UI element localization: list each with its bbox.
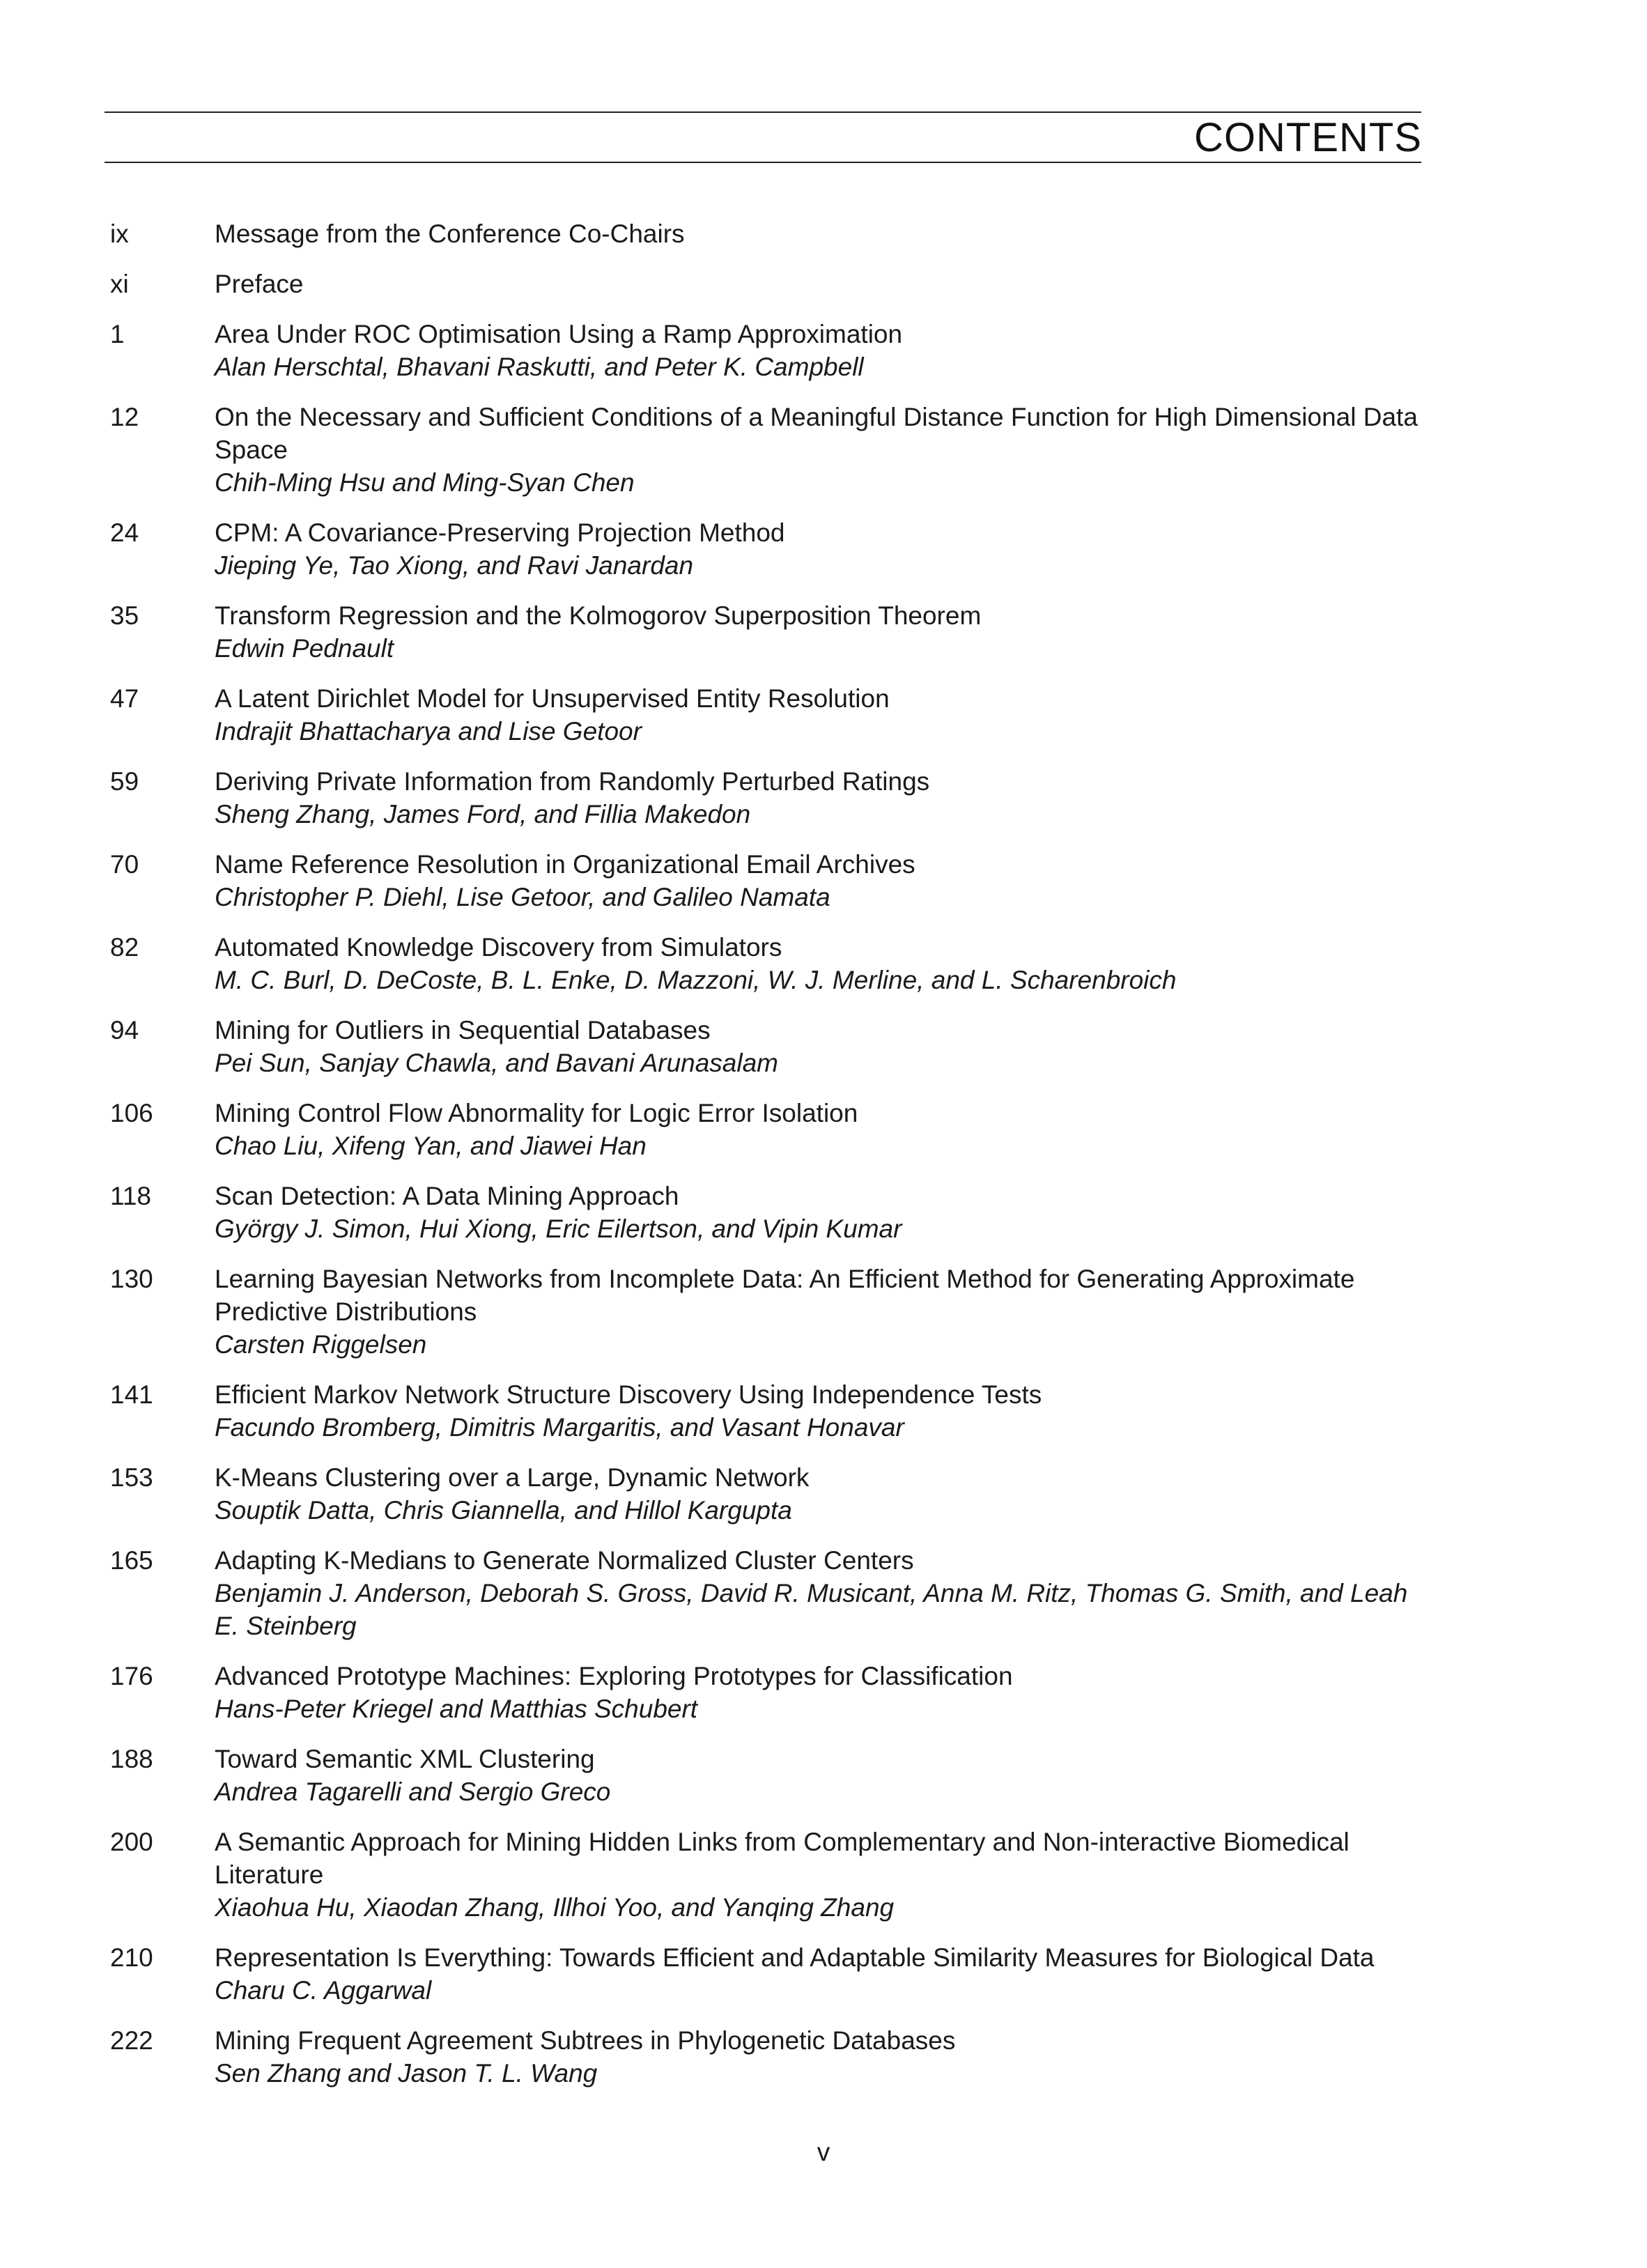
toc-page-number: 210 <box>110 1943 153 1972</box>
toc-entry <box>0 217 1647 250</box>
toc-entry-body <box>215 1097 1427 1162</box>
toc-page-number: 141 <box>110 1380 153 1409</box>
toc-page-number: 82 <box>110 933 139 962</box>
toc-title: Representation Is Everything: Towards Efficient and Adaptable Similarity Measures for Biological Data <box>215 1943 1375 1972</box>
toc-entry <box>0 401 1647 499</box>
toc-authors: Edwin Pednault <box>215 634 394 663</box>
toc-title: Mining Control Flow Abnormality for Logic Error Isolation <box>215 1099 858 1127</box>
toc-page-number: 12 <box>110 403 139 431</box>
toc-authors: M. C. Burl, D. DeCoste, B. L. Enke, D. Mazzoni, W. J. Merline, and L. Scharenbroich <box>215 966 1177 994</box>
toc-entry-body <box>215 1461 1427 1527</box>
toc-title: Adapting K-Medians to Generate Normalized Cluster Centers <box>215 1546 914 1575</box>
toc-authors: Charu C. Aggarwal <box>215 1976 432 2005</box>
toc-entry-body <box>215 599 1427 665</box>
toc-entry <box>0 1461 1647 1527</box>
toc-title: K-Means Clustering over a Large, Dynamic Network <box>215 1463 810 1492</box>
toc-entry <box>0 1378 1647 1444</box>
toc-entry-body <box>215 318 1427 383</box>
toc-authors: Facundo Bromberg, Dimitris Margaritis, and Vasant Honavar <box>215 1413 904 1442</box>
toc-entry <box>0 1263 1647 1361</box>
toc-entry-body <box>215 1660 1427 1725</box>
toc-authors: Benjamin J. Anderson, Deborah S. Gross, David R. Musicant, Anna M. Ritz, Thomas G. Smith, and Leah E. Steinberg <box>215 1579 1408 1640</box>
toc-entry <box>0 318 1647 383</box>
toc-page-number: 47 <box>110 684 139 713</box>
toc-entry-body <box>215 1014 1427 1079</box>
toc-title: Automated Knowledge Discovery from Simulators <box>215 933 782 962</box>
toc-entry-body <box>215 1263 1427 1361</box>
toc-title: Advanced Prototype Machines: Exploring Prototypes for Classification <box>215 1662 1013 1690</box>
toc-authors: Jieping Ye, Tao Xiong, and Ravi Janardan <box>215 551 694 580</box>
toc-authors: Pei Sun, Sanjay Chawla, and Bavani Arunasalam <box>215 1049 778 1077</box>
toc-title: Name Reference Resolution in Organizational Email Archives <box>215 850 915 879</box>
toc-entry-body <box>215 401 1427 499</box>
toc-entry <box>0 1097 1647 1162</box>
toc-title: Toward Semantic XML Clustering <box>215 1745 595 1773</box>
toc-entry-body <box>215 2024 1427 2090</box>
toc-entry <box>0 1014 1647 1079</box>
header-rule-bottom <box>105 162 1421 163</box>
page-title: CONTENTS <box>1194 115 1422 160</box>
toc-title: Efficient Markov Network Structure Discovery Using Independence Tests <box>215 1380 1042 1409</box>
toc-page-number: 35 <box>110 601 139 630</box>
toc-page-number: ix <box>110 219 129 248</box>
table-of-contents <box>0 217 1647 2107</box>
toc-title: Scan Detection: A Data Mining Approach <box>215 1182 679 1210</box>
toc-authors: Hans-Peter Kriegel and Matthias Schubert <box>215 1695 698 1723</box>
toc-title: CPM: A Covariance-Preserving Projection Method <box>215 518 785 547</box>
toc-entry-body <box>215 268 1427 300</box>
toc-entry <box>0 1743 1647 1808</box>
toc-page-number: 176 <box>110 1662 153 1690</box>
toc-page-number: 118 <box>110 1182 151 1210</box>
toc-page-number: 153 <box>110 1463 153 1492</box>
toc-entry-body <box>215 1544 1427 1642</box>
toc-entry <box>0 1544 1647 1642</box>
toc-authors: Sheng Zhang, James Ford, and Fillia Makedon <box>215 800 751 828</box>
toc-entry <box>0 516 1647 582</box>
toc-entry-body <box>215 682 1427 748</box>
toc-page-number: 188 <box>110 1745 153 1773</box>
toc-title: Transform Regression and the Kolmogorov Superposition Theorem <box>215 601 982 630</box>
toc-authors: Carsten Riggelsen <box>215 1330 427 1359</box>
toc-entry-body <box>215 217 1427 250</box>
toc-authors: Christopher P. Diehl, Lise Getoor, and Galileo Namata <box>215 883 830 911</box>
toc-entry <box>0 1180 1647 1245</box>
toc-authors: Andrea Tagarelli and Sergio Greco <box>215 1777 611 1806</box>
toc-entry <box>0 1826 1647 1924</box>
toc-page-number: 94 <box>110 1016 139 1044</box>
toc-page-number: 59 <box>110 767 139 796</box>
toc-authors: György J. Simon, Hui Xiong, Eric Eilertson, and Vipin Kumar <box>215 1214 902 1243</box>
toc-page-number: 24 <box>110 518 139 547</box>
toc-authors: Sen Zhang and Jason T. L. Wang <box>215 2059 598 2088</box>
toc-entry-body <box>215 1941 1427 2007</box>
toc-page-number: 222 <box>110 2026 153 2055</box>
toc-page-number: 130 <box>110 1265 153 1293</box>
toc-entry-body <box>215 848 1427 913</box>
toc-entry-body <box>215 516 1427 582</box>
toc-entry <box>0 2024 1647 2090</box>
toc-title: Learning Bayesian Networks from Incomplete Data: An Efficient Method for Generating Approximate Predictive Distributions <box>215 1265 1355 1326</box>
toc-authors: Chao Liu, Xifeng Yan, and Jiawei Han <box>215 1132 647 1160</box>
toc-entry-body <box>215 931 1427 996</box>
toc-page-number: 1 <box>110 320 125 348</box>
toc-page-number: xi <box>110 270 129 298</box>
toc-page-number: 200 <box>110 1828 153 1856</box>
toc-entry <box>0 268 1647 300</box>
toc-entry <box>0 931 1647 996</box>
toc-entry-body <box>215 1180 1427 1245</box>
page-number: v <box>817 2138 830 2166</box>
toc-page-number: 70 <box>110 850 139 879</box>
toc-title: Area Under ROC Optimisation Using a Ramp Approximation <box>215 320 903 348</box>
toc-authors: Indrajit Bhattacharya and Lise Getoor <box>215 717 642 746</box>
toc-entry <box>0 1660 1647 1725</box>
toc-title: Message from the Conference Co-Chairs <box>215 219 685 248</box>
toc-title: Deriving Private Information from Randomly Perturbed Ratings <box>215 767 930 796</box>
toc-title: A Semantic Approach for Mining Hidden Links from Complementary and Non-interactive Biomedical Literature <box>215 1828 1350 1889</box>
toc-authors: Chih-Ming Hsu and Ming-Syan Chen <box>215 468 635 497</box>
toc-title: Preface <box>215 270 304 298</box>
toc-entry-body <box>215 1378 1427 1444</box>
toc-authors: Xiaohua Hu, Xiaodan Zhang, Illhoi Yoo, and Yanqing Zhang <box>215 1893 895 1922</box>
toc-title: A Latent Dirichlet Model for Unsupervised Entity Resolution <box>215 684 890 713</box>
toc-entry <box>0 765 1647 831</box>
toc-title: Mining Frequent Agreement Subtrees in Phylogenetic Databases <box>215 2026 956 2055</box>
toc-title: Mining for Outliers in Sequential Databases <box>215 1016 711 1044</box>
toc-authors: Alan Herschtal, Bhavani Raskutti, and Peter K. Campbell <box>215 353 864 381</box>
toc-page-number: 165 <box>110 1546 153 1575</box>
toc-entry-body <box>215 765 1427 831</box>
toc-entry-body <box>215 1743 1427 1808</box>
toc-entry <box>0 848 1647 913</box>
toc-entry <box>0 599 1647 665</box>
toc-title: On the Necessary and Sufficient Conditions of a Meaningful Distance Function for High Dimensional Data Space <box>215 403 1418 464</box>
toc-authors: Souptik Datta, Chris Giannella, and Hillol Kargupta <box>215 1496 792 1525</box>
toc-page-number: 106 <box>110 1099 153 1127</box>
toc-entry-body <box>215 1826 1427 1924</box>
toc-entry <box>0 682 1647 748</box>
toc-entry <box>0 1941 1647 2007</box>
